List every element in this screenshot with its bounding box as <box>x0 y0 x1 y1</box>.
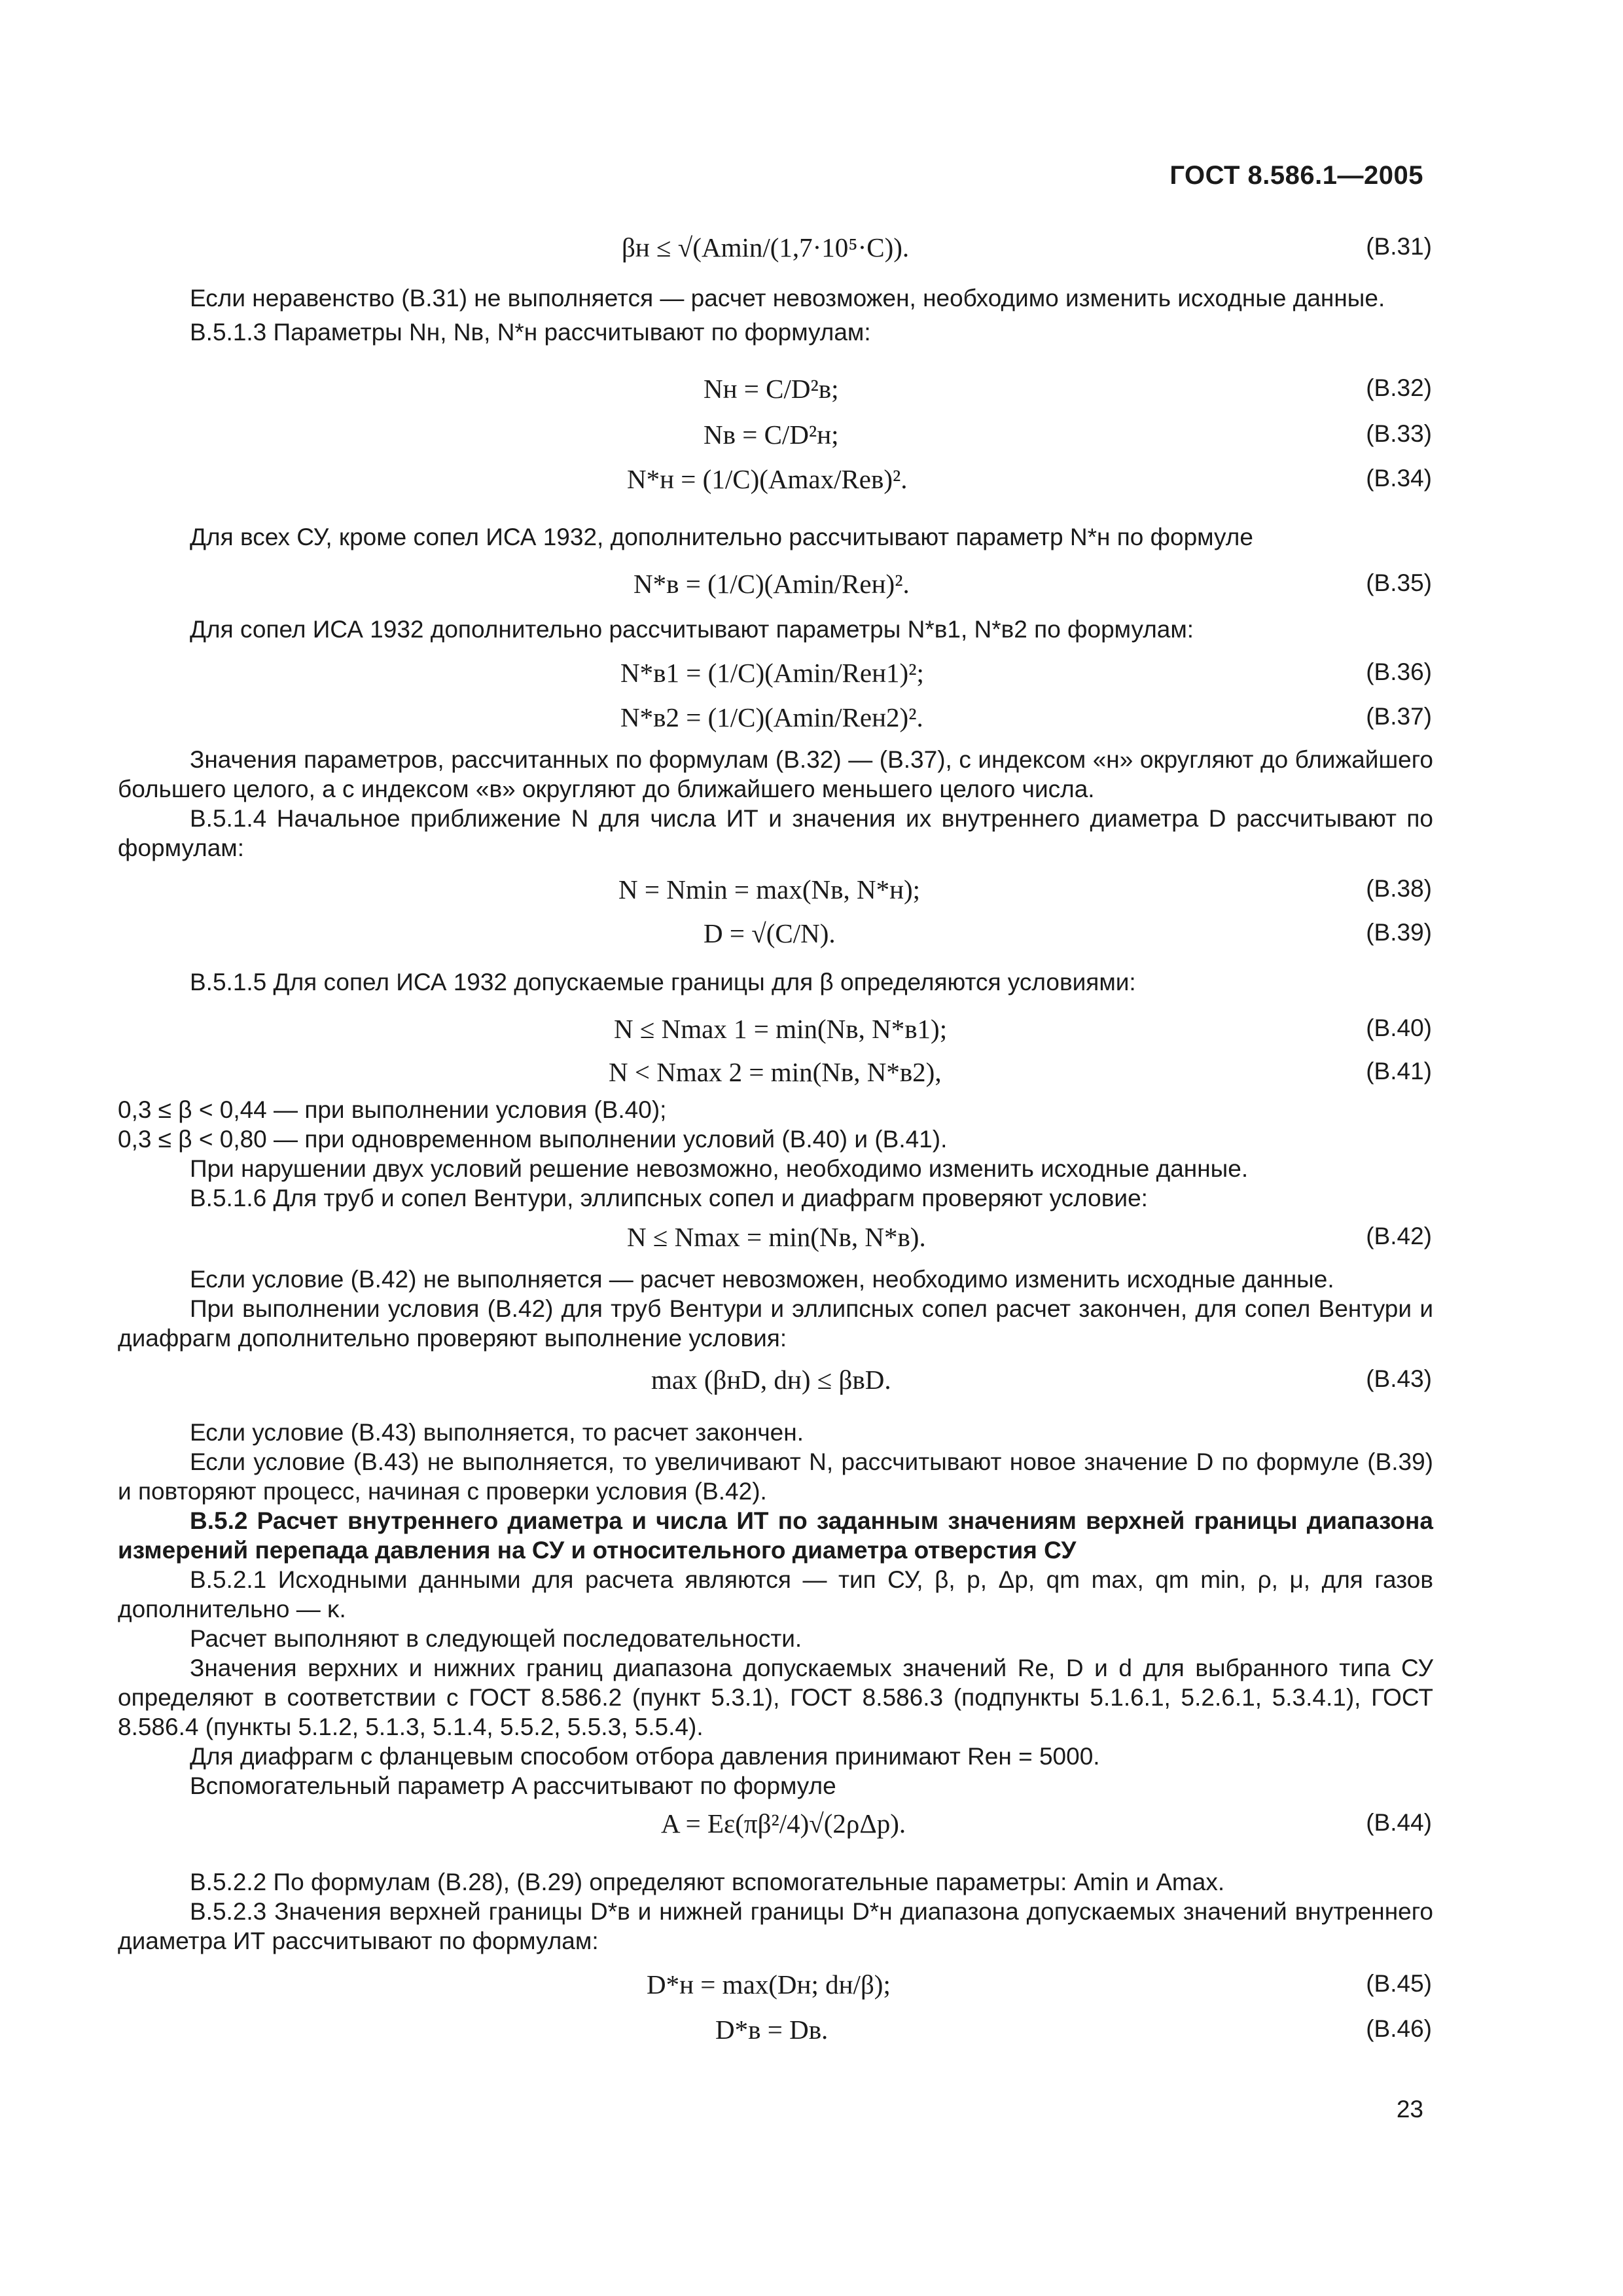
formula-number: (В.36) <box>1366 658 1432 685</box>
formula-expression: N*в1 = (1/C)(Amin/Reн1)²; <box>620 658 924 688</box>
section-heading-b522: В.5.2.2 По формулам (В.28), (В.29) определяют вспомогательные параметры: Amin и Amax. <box>190 1869 1225 1895</box>
formula-b37 <box>0 702 1623 734</box>
formula-expression: N*н = (1/C)(Amax/Reв)². <box>627 464 908 494</box>
formula-expression: D*в = Dв. <box>715 2015 829 2045</box>
formula-expression: N < Nmax 2 = min(Nв, N*в2), <box>609 1057 942 1087</box>
paragraph: Расчет выполняют в следующей последовательности. <box>190 1625 802 1652</box>
formula-b34 <box>0 463 1623 496</box>
formula-number: (В.43) <box>1366 1365 1432 1392</box>
formula-number: (В.45) <box>1366 1970 1432 1997</box>
formula-number: (В.33) <box>1366 420 1432 447</box>
paragraph: Вспомогательный параметр A рассчитывают по формуле <box>190 1772 836 1799</box>
formula-expression: max (βнD, dн) ≤ βвD. <box>651 1365 891 1395</box>
formula-b36 <box>0 657 1623 690</box>
formula-b44 <box>0 1808 1623 1840</box>
formula-b43 <box>0 1364 1623 1397</box>
paragraph: Значения верхних и нижних границ диапазона допускаемых значений Re, D и d для выбранного типа СУ определяют в соответствии с ГОСТ 8.586.2 (пункт 5.3.1), ГОСТ 8.586.3 (подпункты 5.1.6.1, 5.2.6.1, 5.3.4.1), ГОСТ 8.586.4 (пункты 5.1.2, 5.1.3, 5.1.4, 5.5.2, 5.5.3, 5.5.4). <box>118 1655 1433 1740</box>
paragraph: Значения параметров, рассчитанных по формулам (В.32) — (В.37), с индексом «н» округляют до ближайшего большего целого, а с индексом «в» округляют до ближайшего меньшего целого числа. <box>118 746 1433 802</box>
formula-b46 <box>0 2014 1623 2047</box>
paragraph: Для диафрагм с фланцевым способом отбора давления принимают Reн = 5000. <box>190 1743 1100 1770</box>
formula-number: (В.32) <box>1366 374 1432 401</box>
formula-number: (В.35) <box>1366 569 1432 596</box>
formula-number: (В.41) <box>1366 1058 1432 1085</box>
formula-number: (В.42) <box>1366 1223 1432 1249</box>
section-heading-b523: В.5.2.3 Значения верхней границы D*в и нижней границы D*н диапазона допускаемых значений внутреннего диаметра ИТ рассчитывают по формулам: <box>118 1898 1433 1954</box>
formula-number: (В.37) <box>1366 703 1432 730</box>
paragraph: Если условие (В.43) не выполняется, то увеличивают N, рассчитывают новое значение D по формуле (В.39) и повторяют процесс, начиная с проверки условия (В.42). <box>118 1448 1433 1505</box>
formula-expression: D = √(C/N). <box>704 918 836 948</box>
formula-number: (В.34) <box>1366 465 1432 492</box>
formula-number: (В.44) <box>1366 1809 1432 1836</box>
condition-line: 0,3 ≤ β < 0,80 — при одновременном выполнении условий (В.40) и (В.41). <box>118 1126 948 1153</box>
section-heading-b513: В.5.1.3 Параметры Nн, Nв, N*н рассчитывают по формулам: <box>190 319 871 346</box>
paragraph: Если условие (В.43) выполняется, то расчет закончен. <box>190 1419 804 1446</box>
paragraph: При нарушении двух условий решение невозможно, необходимо изменить исходные данные. <box>190 1155 1249 1182</box>
formula-number: (В.31) <box>1366 233 1432 260</box>
page-number: 23 <box>1396 2096 1423 2123</box>
section-heading-b514: В.5.1.4 Начальное приближение N для числа ИТ и значения их внутреннего диаметра D рассчитывают по формулам: <box>118 805 1433 861</box>
formula-number: (В.46) <box>1366 2015 1432 2042</box>
formula-expression: N = Nmin = max(Nв, N*н); <box>618 874 921 905</box>
formula-expression: βн ≤ √(Amin/(1,7·10⁵·C)). <box>622 232 910 262</box>
formula-b33 <box>0 419 1623 452</box>
formula-number: (В.38) <box>1366 875 1432 902</box>
formula-b42 <box>0 1221 1623 1254</box>
document-header: ГОСТ 8.586.1—2005 <box>1169 161 1423 190</box>
section-heading-b516: В.5.1.6 Для труб и сопел Вентури, эллипсных сопел и диафрагм проверяют условие: <box>190 1185 1148 1211</box>
formula-expression: N*в2 = (1/C)(Amin/Reн2)². <box>620 702 923 732</box>
paragraph: При выполнении условия (В.42) для труб Вентури и эллипсных сопел расчет закончен, для сопел Вентури и диафрагм дополнительно проверяют выполнение условия: <box>118 1295 1433 1352</box>
condition-line: 0,3 ≤ β < 0,44 — при выполнении условия (В.40); <box>118 1096 667 1123</box>
formula-b35 <box>0 568 1623 601</box>
formula-expression: N ≤ Nmax = min(Nв, N*в). <box>627 1222 926 1252</box>
formula-b31 <box>0 232 1623 264</box>
formula-expression: D*н = max(Dн; dн/β); <box>647 1969 891 2000</box>
paragraph: Если условие (В.42) не выполняется — расчет невозможен, необходимо изменить исходные данные. <box>190 1266 1334 1293</box>
formula-b41 <box>0 1056 1623 1089</box>
paragraph: Для всех СУ, кроме сопел ИСА 1932, дополнительно рассчитывают параметр N*н по формуле <box>190 524 1253 550</box>
formula-number: (В.39) <box>1366 919 1432 946</box>
formula-b32 <box>0 373 1623 406</box>
formula-expression: A = Eε(πβ²/4)√(2ρΔp). <box>661 1808 906 1839</box>
formula-b39 <box>0 918 1623 950</box>
formula-expression: Nв = C/D²н; <box>704 420 839 450</box>
paragraph: Для сопел ИСА 1932 дополнительно рассчитывают параметры N*в1, N*в2 по формулам: <box>190 616 1194 643</box>
formula-expression: Nн = C/D²в; <box>704 374 839 404</box>
section-heading-b52: В.5.2 Расчет внутреннего диаметра и числа ИТ по заданным значениям верхней границы диапазона измерений перепада давления на СУ и относительного диаметра отверстия СУ <box>118 1507 1433 1564</box>
formula-number: (В.40) <box>1366 1014 1432 1041</box>
paragraph: Если неравенство (В.31) не выполняется — расчет невозможен, необходимо изменить исходные данные. <box>190 285 1385 312</box>
formula-b40 <box>0 1013 1623 1046</box>
formula-expression: N*в = (1/C)(Amin/Reн)². <box>633 569 910 599</box>
formula-expression: N ≤ Nmax 1 = min(Nв, N*в1); <box>614 1014 948 1044</box>
section-heading-b515: В.5.1.5 Для сопел ИСА 1932 допускаемые границы для β определяются условиями: <box>190 969 1136 996</box>
formula-b45 <box>0 1969 1623 2001</box>
formula-b38 <box>0 874 1623 906</box>
section-heading-b521: В.5.2.1 Исходными данными для расчета являются — тип СУ, β, p, Δp, qm max, qm min, ρ, μ, для газов дополнительно — κ. <box>118 1566 1433 1623</box>
